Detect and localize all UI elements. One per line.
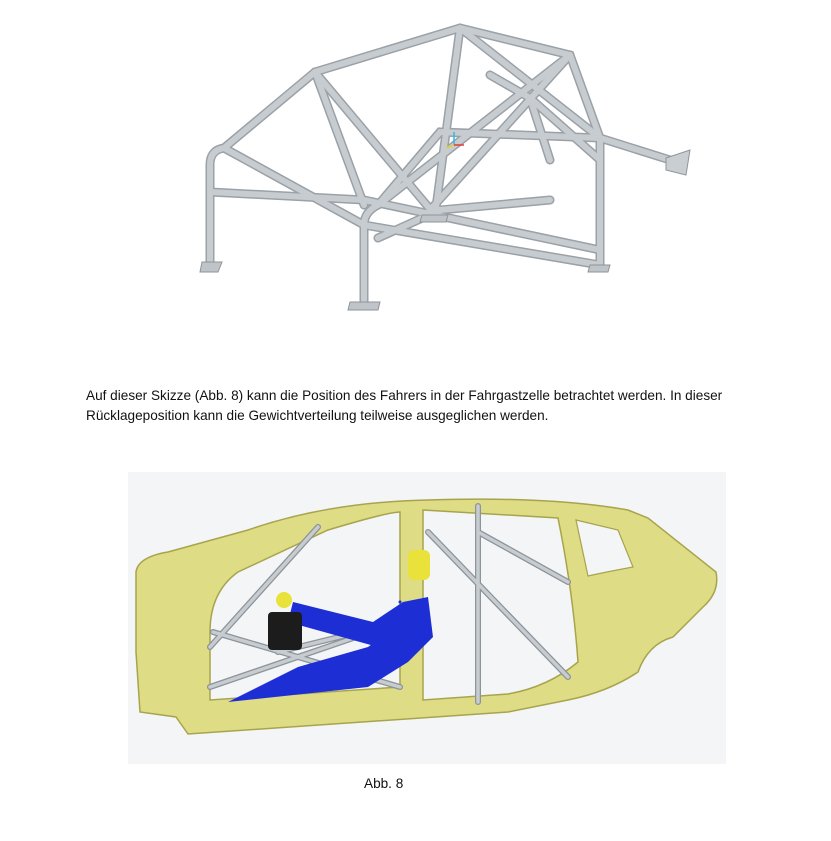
steering-wheel-icon — [276, 592, 292, 608]
car-side-drawing — [128, 472, 726, 764]
body-paragraph — [86, 386, 776, 426]
helmet — [408, 550, 430, 580]
roll-cage-figure — [110, 0, 740, 340]
figure-caption: Abb. 8 — [364, 776, 404, 791]
steering-column — [268, 612, 302, 650]
roll-cage-drawing — [110, 0, 740, 340]
paragraph-line-1: Auf dieser Skizze (Abb. 8) kann die Position des Fahrers in der Fahrgastzelle betrachtet werden. In dieser — [86, 388, 723, 403]
paragraph-line-2: Rücklageposition kann die Gewichtverteilung teilweise ausgeglichen werden. — [86, 408, 549, 423]
car-side-figure — [128, 472, 726, 764]
